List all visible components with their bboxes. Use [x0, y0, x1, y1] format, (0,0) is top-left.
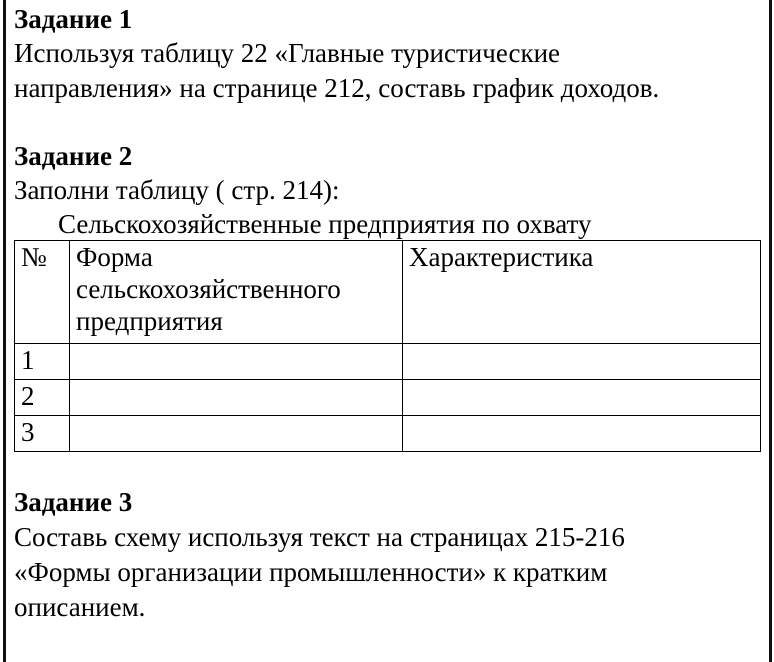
- cell-enterprise-form: [70, 380, 403, 416]
- table-row: [15, 344, 761, 380]
- task1-heading: Задание 1: [14, 4, 133, 34]
- row-number: 1: [15, 344, 70, 380]
- table-header-row: [15, 241, 761, 344]
- task3-heading: Задание 3: [14, 487, 133, 517]
- cell-characteristic: [403, 416, 761, 452]
- header-enterprise-form: Форма сельскохозяйственного предприятия: [70, 241, 403, 344]
- task3-text-line-1: Составь схему используя текст на страницах 215-216: [14, 522, 625, 552]
- page-border-left: [3, 0, 6, 662]
- row-number: 3: [15, 416, 70, 452]
- table-row: [15, 380, 761, 416]
- cell-characteristic: [403, 344, 761, 380]
- header-number: №: [15, 241, 70, 344]
- task3-text-line-3: описанием.: [14, 592, 146, 622]
- table-row: [15, 416, 761, 452]
- agricultural-enterprises-table: [14, 240, 761, 452]
- task2-instruction: Заполни таблицу ( стр. 214):: [14, 175, 340, 205]
- task2-heading: Задание 2: [14, 141, 133, 171]
- cell-enterprise-form: [70, 344, 403, 380]
- page-border-right: [769, 0, 772, 662]
- task3-text-line-2: «Формы организации промышленности» к кратким: [14, 557, 608, 587]
- cell-enterprise-form: [70, 416, 403, 452]
- task1-text-line-2: направления» на странице 212, составь график доходов.: [14, 73, 660, 103]
- table-caption: Сельскохозяйственные предприятия по охвату: [58, 209, 592, 239]
- task1-text-line-1: Используя таблицу 22 «Главные туристические: [14, 38, 561, 68]
- row-number: 2: [15, 380, 70, 416]
- cell-characteristic: [403, 380, 761, 416]
- header-characteristic: Характеристика: [403, 241, 761, 344]
